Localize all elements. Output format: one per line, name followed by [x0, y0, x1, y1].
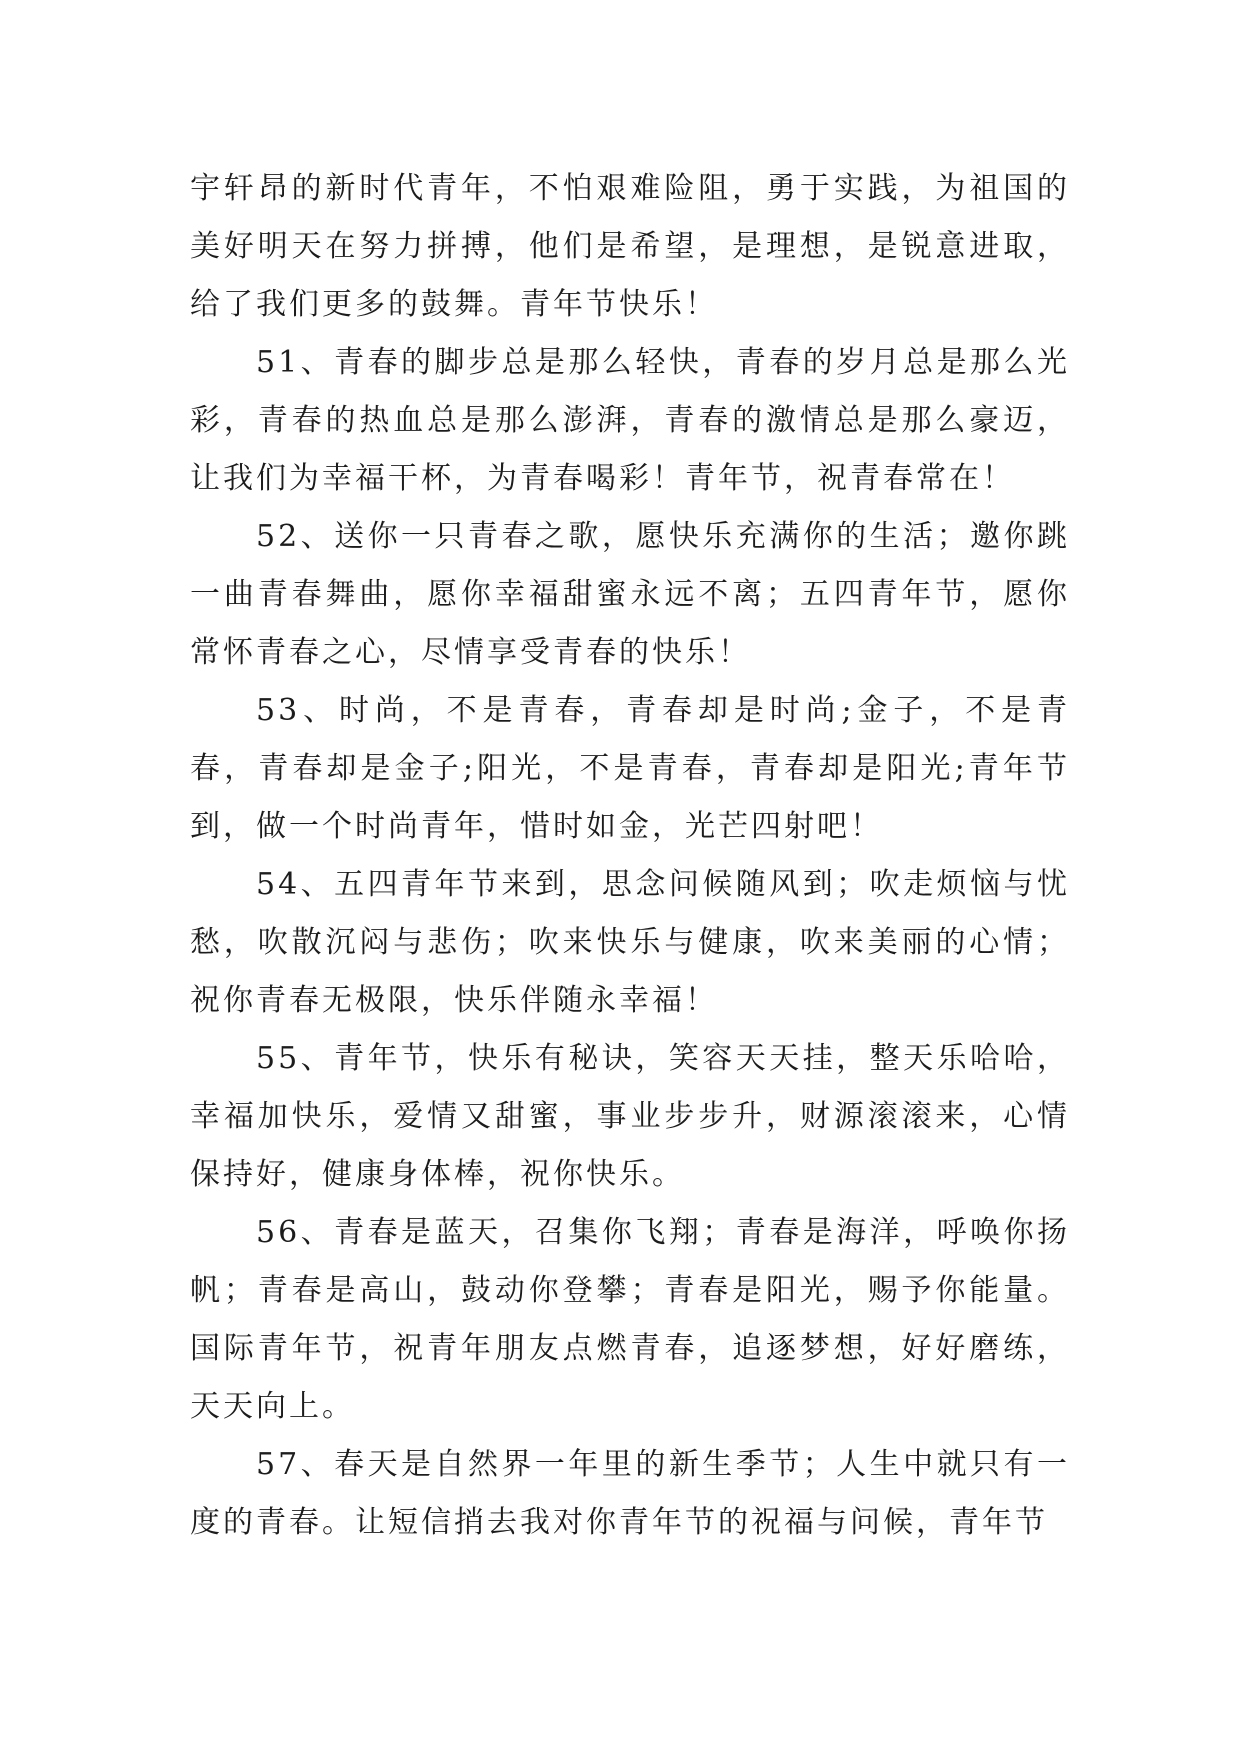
paragraph-53: 53、时尚，不是青春，青春却是时尚;金子，不是青春，青春却是金子;阳光，不是青春，青春却是阳光;青年节到，做一个时尚青年，惜时如金，光芒四射吧！	[190, 693, 1070, 844]
document-body	[190, 160, 1070, 1552]
paragraph-56: 56、青春是蓝天，召集你飞翔；青春是海洋，呼唤你扬帆；青春是高山，鼓动你登攀；青春是阳光，赐予你能量。国际青年节，祝青年朋友点燃青春，追逐梦想，好好磨练，天天向上。	[190, 1215, 1070, 1424]
paragraph-54: 54、五四青年节来到，思念问候随风到；吹走烦恼与忧愁，吹散沉闷与悲伤；吹来快乐与健康，吹来美丽的心情；祝你青春无极限，快乐伴随永幸福！	[190, 867, 1070, 1018]
paragraph-continuation: 宇轩昂的新时代青年，不怕艰难险阻，勇于实践，为祖国的美好明天在努力拼搏，他们是希望，是理想，是锐意进取，给了我们更多的鼓舞。青年节快乐！	[190, 171, 1070, 322]
paragraph-55: 55、青年节，快乐有秘诀，笑容天天挂，整天乐哈哈，幸福加快乐，爱情又甜蜜，事业步步升，财源滚滚来，心情保持好，健康身体棒，祝你快乐。	[190, 1041, 1070, 1192]
paragraph-57: 57、春天是自然界一年里的新生季节；人生中就只有一度的青春。让短信捎去我对你青年节的祝福与问候，青年节	[190, 1447, 1070, 1540]
paragraph-51: 51、青春的脚步总是那么轻快，青春的岁月总是那么光彩，青春的热血总是那么澎湃，青春的激情总是那么豪迈，让我们为幸福干杯，为青春喝彩！青年节，祝青春常在！	[190, 345, 1070, 496]
paragraph-52: 52、送你一只青春之歌，愿快乐充满你的生活；邀你跳一曲青春舞曲，愿你幸福甜蜜永远不离；五四青年节，愿你常怀青春之心，尽情享受青春的快乐！	[190, 519, 1070, 670]
